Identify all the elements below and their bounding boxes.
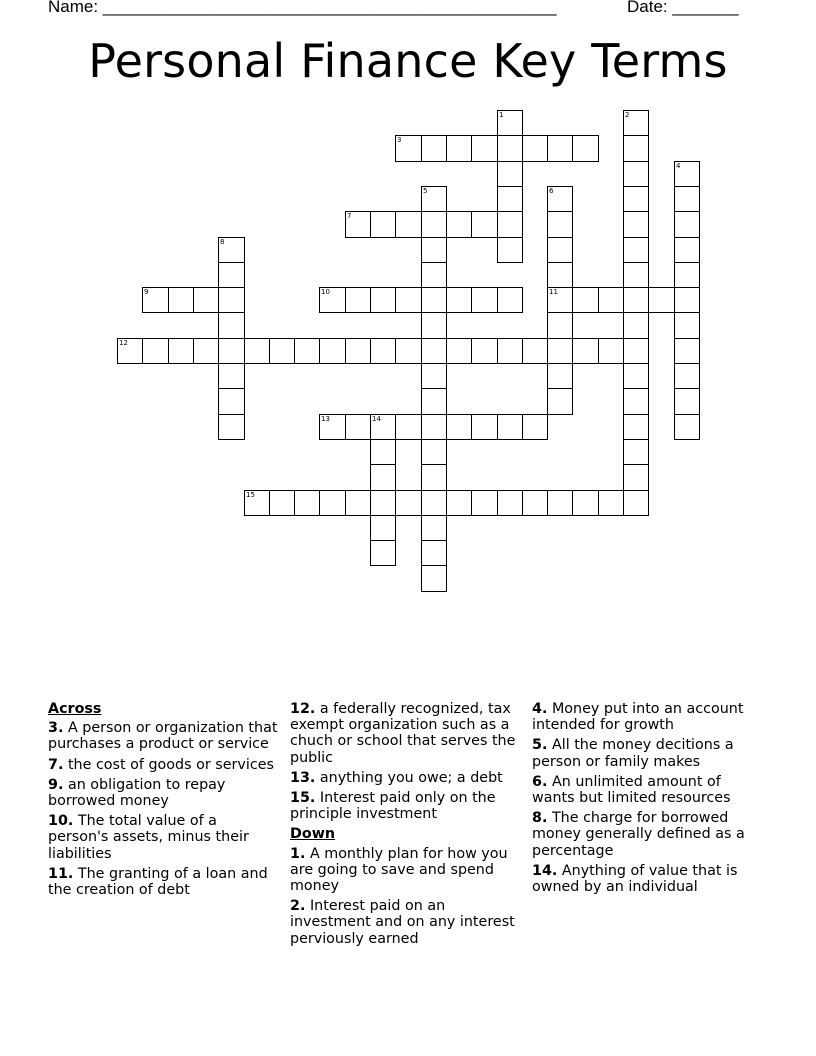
- grid-cell[interactable]: [547, 490, 573, 516]
- clue-number: 9.: [48, 776, 64, 793]
- cell-number: 9: [144, 288, 149, 296]
- grid-cell[interactable]: [522, 490, 548, 516]
- grid-cell[interactable]: [370, 439, 396, 465]
- grid-cell[interactable]: [623, 363, 649, 389]
- clue-across-3: [48, 720, 278, 752]
- clue-across-13: [290, 770, 520, 786]
- grid-cell[interactable]: [269, 490, 295, 516]
- grid-cell[interactable]: [547, 237, 573, 263]
- clue-number: 15.: [290, 790, 316, 807]
- grid-cell[interactable]: [598, 287, 624, 313]
- grid-cell[interactable]: [547, 287, 573, 313]
- clue-text: The granting of a loan and the creation of debt: [48, 865, 268, 899]
- grid-cell[interactable]: [421, 414, 447, 440]
- grid-cell[interactable]: [497, 287, 523, 313]
- cell-number: 5: [423, 187, 428, 195]
- grid-cell[interactable]: [674, 363, 700, 389]
- name-field[interactable]: Name: ________________________________________________: [48, 0, 557, 16]
- grid-cell[interactable]: [446, 135, 472, 162]
- cell-number: 14: [372, 415, 381, 423]
- grid-cell[interactable]: [497, 110, 523, 136]
- grid-cell[interactable]: [446, 414, 472, 440]
- grid-cell[interactable]: [370, 464, 396, 491]
- grid-cell[interactable]: [547, 363, 573, 389]
- grid-cell[interactable]: [395, 287, 422, 313]
- clue-across-11: [48, 866, 278, 898]
- grid-cell[interactable]: [421, 439, 447, 465]
- grid-cell[interactable]: [193, 287, 219, 313]
- clue-text: Money put into an account intended for growth: [532, 701, 744, 734]
- clue-text: An unlimited amount of wants but limited resources: [532, 773, 731, 807]
- cell-number: 13: [321, 415, 330, 423]
- grid-cell[interactable]: [623, 237, 649, 263]
- clue-number: 3.: [48, 720, 64, 737]
- cell-number: 2: [625, 111, 630, 119]
- grid-cell[interactable]: [395, 211, 422, 238]
- clue-down-5: [532, 737, 762, 769]
- grid-cell[interactable]: [345, 338, 371, 364]
- cell-number: 8: [220, 238, 225, 246]
- grid-cell[interactable]: [547, 338, 573, 364]
- grid-cell[interactable]: [370, 414, 396, 440]
- grid-cell[interactable]: [471, 211, 498, 238]
- grid-cell[interactable]: [623, 490, 649, 516]
- grid-cell[interactable]: [623, 414, 649, 440]
- grid-cell[interactable]: [497, 414, 523, 440]
- cell-number: 7: [347, 212, 352, 220]
- grid-cell[interactable]: [421, 262, 447, 288]
- grid-cell[interactable]: [446, 338, 472, 364]
- grid-cell[interactable]: [648, 287, 675, 313]
- clue-across-7: [48, 757, 278, 773]
- grid-cell[interactable]: [623, 186, 649, 212]
- cell-number: 4: [676, 162, 681, 170]
- grid-cell[interactable]: [572, 287, 599, 313]
- grid-cell[interactable]: [497, 490, 523, 516]
- grid-cell[interactable]: [674, 338, 700, 364]
- grid-cell[interactable]: [218, 262, 245, 288]
- grid-cell[interactable]: [522, 135, 548, 162]
- grid-cell[interactable]: [319, 414, 346, 440]
- clue-across-9: [48, 777, 278, 809]
- clue-down-4: [532, 701, 762, 733]
- grid-cell[interactable]: [497, 135, 523, 162]
- clue-number: 7.: [48, 756, 64, 773]
- grid-cell[interactable]: [345, 287, 371, 313]
- cell-number: 6: [549, 187, 554, 195]
- grid-cell[interactable]: [674, 262, 700, 288]
- grid-cell[interactable]: [623, 110, 649, 136]
- clues-column-3: [532, 701, 762, 899]
- clue-number: 13.: [290, 769, 316, 786]
- grid-cell[interactable]: [193, 338, 219, 364]
- grid-cell[interactable]: [395, 490, 422, 516]
- clue-text: the cost of goods or services: [67, 756, 274, 773]
- clue-across-12: [290, 701, 520, 766]
- clue-number: 1.: [290, 845, 306, 862]
- grid-cell[interactable]: [294, 490, 320, 516]
- grid-cell[interactable]: [674, 388, 700, 415]
- grid-cell[interactable]: [623, 388, 649, 415]
- grid-cell[interactable]: [370, 490, 396, 516]
- clue-number: 6.: [532, 773, 548, 790]
- grid-cell[interactable]: [244, 490, 270, 516]
- grid-cell[interactable]: [421, 237, 447, 263]
- grid-cell[interactable]: [421, 464, 447, 491]
- across-heading: Across: [48, 701, 102, 717]
- grid-cell[interactable]: [421, 338, 447, 364]
- clue-number: 8.: [532, 810, 548, 827]
- grid-cell[interactable]: [547, 312, 573, 339]
- clue-down-2: [290, 898, 520, 947]
- clue-number: 4.: [532, 701, 548, 717]
- grid-cell[interactable]: [345, 414, 371, 440]
- grid-cell[interactable]: [218, 312, 245, 339]
- cell-number: 11: [549, 288, 558, 296]
- grid-cell[interactable]: [674, 312, 700, 339]
- clue-text: The total value of a person's assets, minus their liabilities: [48, 813, 249, 862]
- grid-cell[interactable]: [623, 211, 649, 238]
- grid-cell[interactable]: [319, 338, 346, 364]
- clues-column-1: [48, 701, 278, 902]
- grid-cell[interactable]: [471, 338, 498, 364]
- grid-cell[interactable]: [623, 338, 649, 364]
- grid-cell[interactable]: [572, 490, 599, 516]
- grid-cell[interactable]: [497, 186, 523, 212]
- grid-cell[interactable]: [471, 135, 498, 162]
- grid-cell[interactable]: [269, 338, 295, 364]
- clues-column-2: [290, 701, 520, 951]
- grid-cell[interactable]: [395, 135, 422, 162]
- grid-cell[interactable]: [471, 414, 498, 440]
- clue-text: A monthly plan for how you are going to save and spend money: [290, 845, 508, 895]
- grid-cell[interactable]: [446, 287, 472, 313]
- grid-cell[interactable]: [218, 237, 245, 263]
- clue-text: Anything of value that is owned by an individual: [532, 862, 738, 896]
- grid-cell[interactable]: [421, 186, 447, 212]
- page-title: Personal Finance Key Terms: [88, 34, 728, 88]
- clue-down-6: [532, 774, 762, 806]
- grid-cell[interactable]: [547, 186, 573, 212]
- grid-cell[interactable]: [421, 540, 447, 566]
- grid-cell[interactable]: [244, 338, 270, 364]
- grid-cell[interactable]: [319, 287, 346, 313]
- grid-cell[interactable]: [421, 363, 447, 389]
- grid-cell[interactable]: [547, 388, 573, 415]
- grid-cell[interactable]: [446, 490, 472, 516]
- grid-cell[interactable]: [522, 338, 548, 364]
- grid-cell[interactable]: [497, 338, 523, 364]
- grid-cell[interactable]: [117, 338, 143, 364]
- cell-number: 15: [246, 491, 255, 499]
- grid-cell[interactable]: [623, 135, 649, 162]
- clue-text: A person or organization that purchases a product or service: [48, 720, 278, 753]
- grid-cell[interactable]: [218, 287, 245, 313]
- grid-cell[interactable]: [218, 414, 245, 440]
- clue-number: 10.: [48, 813, 74, 830]
- clue-text: anything you owe; a debt: [319, 769, 503, 786]
- grid-cell[interactable]: [547, 211, 573, 238]
- clue-across-10: [48, 813, 278, 862]
- grid-cell[interactable]: [547, 135, 573, 162]
- clue-across-15: [290, 790, 520, 822]
- grid-cell[interactable]: [623, 464, 649, 491]
- grid-cell[interactable]: [395, 338, 422, 364]
- grid-cell[interactable]: [598, 338, 624, 364]
- grid-cell[interactable]: [421, 135, 447, 162]
- grid-cell[interactable]: [598, 490, 624, 516]
- clue-number: 11.: [48, 865, 74, 882]
- clue-text: an obligation to repay borrowed money: [48, 776, 226, 810]
- grid-cell[interactable]: [674, 186, 700, 212]
- grid-cell[interactable]: [497, 211, 523, 238]
- clue-number: 12.: [290, 701, 316, 717]
- grid-cell[interactable]: [370, 211, 396, 238]
- grid-cell[interactable]: [421, 565, 447, 592]
- clue-text: The charge for borrowed money generally defined as a percentage: [532, 810, 745, 859]
- clue-down-1: [290, 846, 520, 895]
- grid-cell[interactable]: [370, 338, 396, 364]
- grid-cell[interactable]: [547, 262, 573, 288]
- grid-cell[interactable]: [446, 211, 472, 238]
- grid-cell[interactable]: [218, 388, 245, 415]
- grid-cell[interactable]: [623, 161, 649, 187]
- clue-text: Interest paid on an investment and on any interest perviously earned: [290, 898, 515, 947]
- grid-cell[interactable]: [421, 490, 447, 516]
- date-field[interactable]: Date: _______: [627, 0, 739, 16]
- grid-cell[interactable]: [218, 363, 245, 389]
- grid-cell[interactable]: [497, 161, 523, 187]
- grid-cell[interactable]: [471, 490, 498, 516]
- grid-cell[interactable]: [370, 515, 396, 541]
- cell-number: 1: [499, 111, 504, 119]
- grid-cell[interactable]: [168, 287, 194, 313]
- grid-cell[interactable]: [421, 211, 447, 238]
- grid-cell[interactable]: [674, 161, 700, 187]
- grid-cell[interactable]: [370, 540, 396, 566]
- grid-cell[interactable]: [421, 287, 447, 313]
- grid-cell[interactable]: [319, 490, 346, 516]
- grid-cell[interactable]: [623, 312, 649, 339]
- clue-number: 5.: [532, 737, 548, 754]
- grid-cell[interactable]: [142, 287, 169, 313]
- clue-number: 14.: [532, 862, 558, 879]
- cell-number: 12: [119, 339, 128, 347]
- grid-cell[interactable]: [623, 287, 649, 313]
- grid-cell[interactable]: [572, 135, 599, 162]
- grid-cell[interactable]: [471, 287, 498, 313]
- grid-cell[interactable]: [572, 338, 599, 364]
- down-heading: Down: [290, 826, 336, 843]
- cell-number: 10: [321, 288, 330, 296]
- grid-cell[interactable]: [345, 211, 371, 238]
- clue-down-14: [532, 863, 762, 895]
- grid-cell[interactable]: [142, 338, 169, 364]
- grid-cell[interactable]: [674, 414, 700, 440]
- grid-cell[interactable]: [395, 414, 422, 440]
- cell-number: 3: [397, 136, 402, 144]
- clue-text: All the money decitions a person or family makes: [532, 737, 734, 770]
- grid-cell[interactable]: [674, 287, 700, 313]
- clue-number: 2.: [290, 898, 306, 915]
- grid-cell[interactable]: [623, 262, 649, 288]
- grid-cell[interactable]: [294, 338, 320, 364]
- grid-cell[interactable]: [497, 237, 523, 263]
- grid-cell[interactable]: [421, 388, 447, 415]
- grid-cell[interactable]: [674, 211, 700, 238]
- grid-cell[interactable]: [623, 439, 649, 465]
- clue-text: Interest paid only on the principle investment: [290, 790, 496, 823]
- grid-cell[interactable]: [345, 490, 371, 516]
- grid-cell[interactable]: [370, 287, 396, 313]
- clue-down-8: [532, 810, 762, 859]
- grid-cell[interactable]: [218, 338, 245, 364]
- grid-cell[interactable]: [522, 414, 548, 440]
- clue-text: a federally recognized, tax exempt organization such as a chuch or school that serves the public: [290, 701, 516, 766]
- grid-cell[interactable]: [421, 312, 447, 339]
- grid-cell[interactable]: [168, 338, 194, 364]
- grid-cell[interactable]: [674, 237, 700, 263]
- grid-cell[interactable]: [421, 515, 447, 541]
